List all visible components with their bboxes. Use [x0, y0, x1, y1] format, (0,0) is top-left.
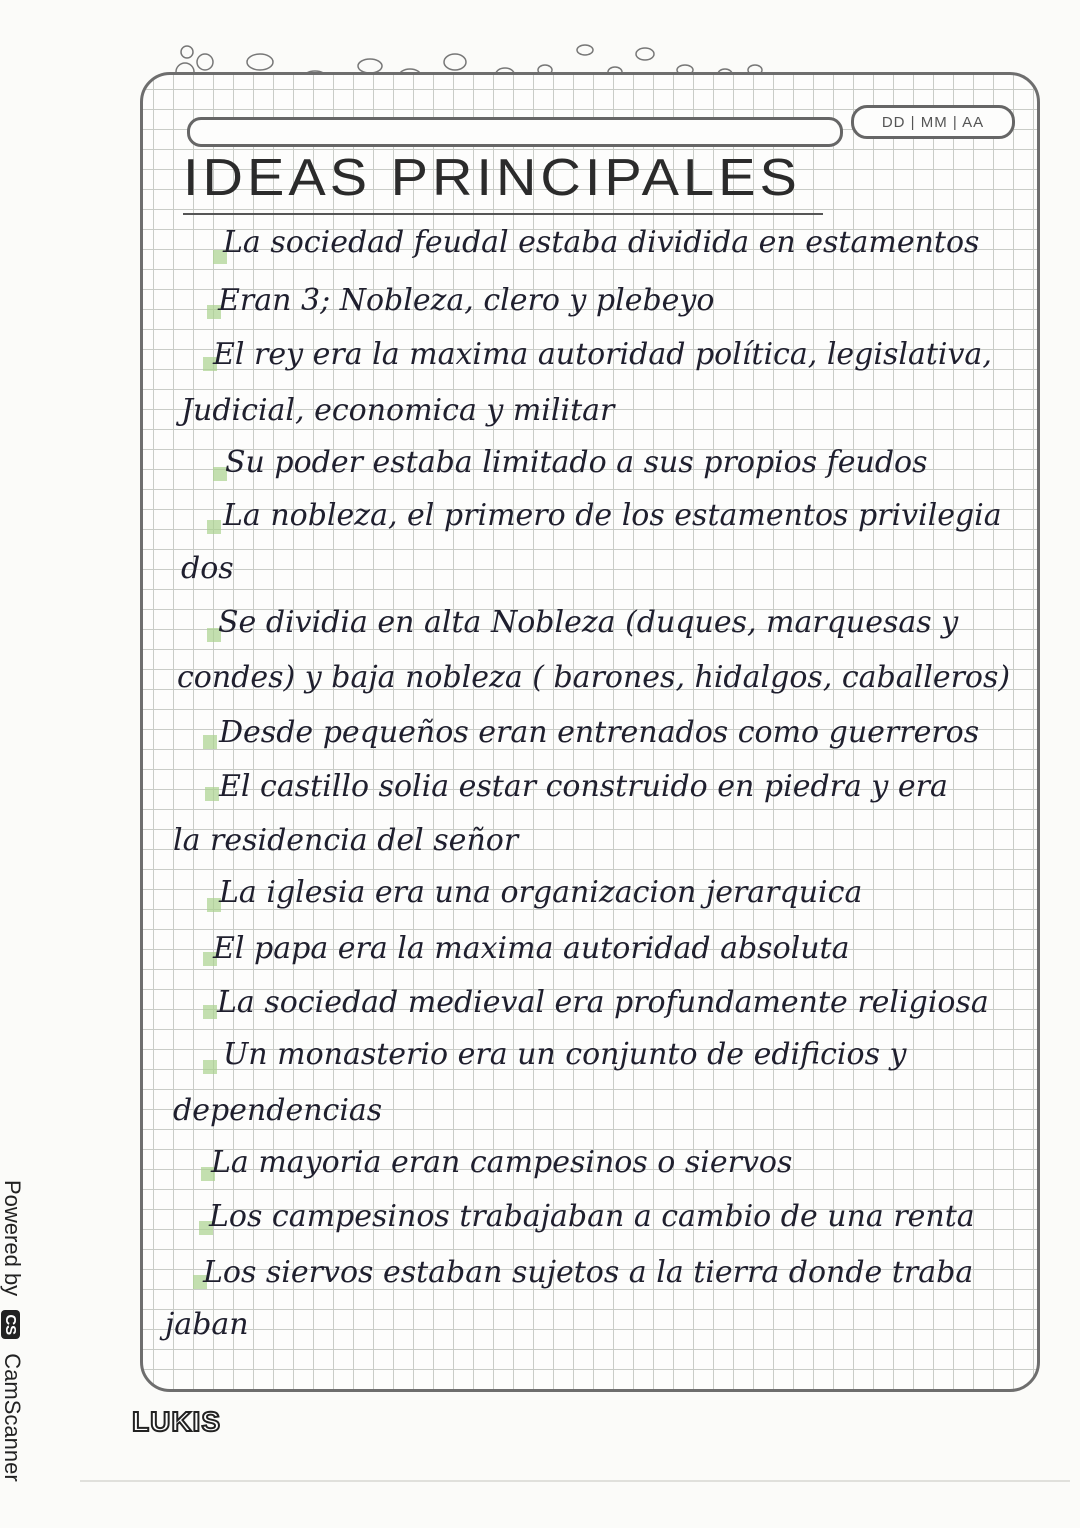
note-line: La nobleza, el primero de los estamentos privilegia	[223, 498, 1002, 533]
note-line: Eran 3; Nobleza, clero y plebeyo	[218, 283, 715, 318]
note-line: Los siervos estaban sujetos a la tierra donde traba	[203, 1255, 974, 1290]
note-line: Su poder estaba limitado a sus propios feudos	[225, 445, 928, 480]
note-line: la residencia del señor	[173, 823, 519, 858]
bullet-marker	[205, 787, 219, 801]
camscanner-watermark	[0, 1180, 25, 1482]
note-line: dependencias	[173, 1093, 383, 1128]
note-line: La sociedad feudal estaba dividida en estamentos	[223, 225, 980, 260]
watermark-brand: CamScanner	[0, 1353, 25, 1482]
page-title: IDEAS PRINCIPALES	[183, 147, 801, 206]
note-line: El papa era la maxima autoridad absoluta	[213, 931, 850, 966]
note-line: El rey era la maxima autoridad política, legislativa,	[213, 337, 992, 372]
note-line: La iglesia era una organizacion jerarquica	[219, 875, 863, 910]
date-field: DD | MM | AA	[851, 105, 1015, 139]
notes-card	[140, 72, 1040, 1392]
note-line: Judicial, economica y militar	[181, 393, 615, 428]
watermark-prefix: Powered by	[0, 1180, 25, 1297]
author-signature: LUKIS	[132, 1406, 221, 1437]
note-line: dos	[181, 551, 234, 586]
note-line: condes) y baja nobleza ( barones, hidalgos, caballeros)	[177, 660, 1011, 695]
note-line: jaban	[165, 1307, 249, 1342]
note-line: Un monasterio era un conjunto de edificios y	[223, 1037, 907, 1072]
note-line: Los campesinos trabajaban a cambio de una renta	[209, 1199, 975, 1234]
notes-list	[143, 75, 1043, 1395]
note-line: El castillo solia estar construido en piedra y era	[219, 769, 948, 804]
bullet-marker	[203, 735, 217, 749]
camscanner-logo-icon: CS	[1, 1310, 20, 1339]
bullet-marker	[203, 1060, 217, 1074]
note-line: La mayoria eran campesinos o siervos	[211, 1145, 793, 1180]
bullet-marker	[207, 520, 221, 534]
bullet-marker	[203, 1005, 217, 1019]
scan-edge	[80, 1480, 1070, 1482]
note-line: La sociedad medieval era profundamente religiosa	[217, 985, 989, 1020]
note-line: Desde pequeños eran entrenados como guerreros	[219, 715, 980, 750]
note-line: Se dividia en alta Nobleza (duques, marquesas y	[218, 605, 959, 640]
